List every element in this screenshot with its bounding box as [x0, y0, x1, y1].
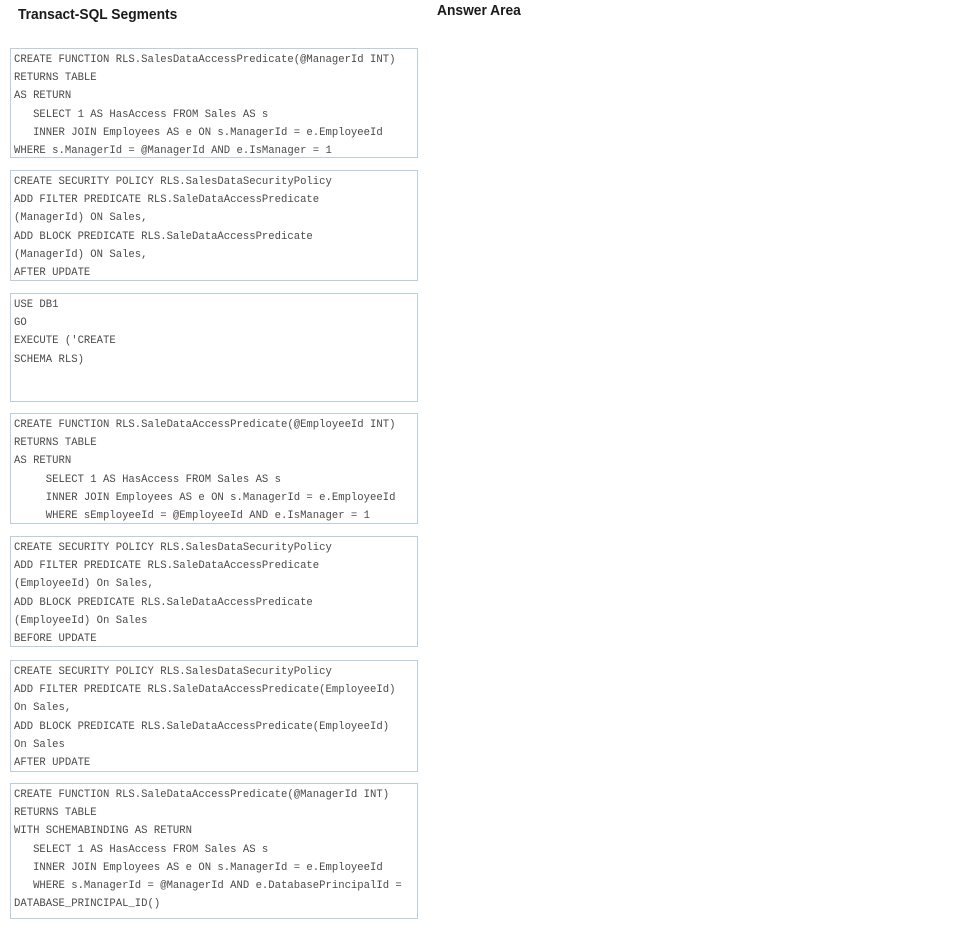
segment-create-function-salesdataaccesspredicate[interactable] [10, 48, 418, 158]
segment-code: CREATE SECURITY POLICY RLS.SalesDataSecurityPolicy ADD FILTER PREDICATE RLS.SaleDataAccessPredicate(EmployeeId) On Sales, ADD BLOCK PREDICATE RLS.SaleDataAccessPredicate(EmployeeId) On Sales AFTER UPDATE [14, 666, 396, 770]
segment-code: CREATE FUNCTION RLS.SaleDataAccessPredicate(@EmployeeId INT) RETURNS TABLE AS RETURN SELECT 1 AS HasAccess FROM Sales AS s INNER JOIN Employees AS e ON s.ManagerId = e.EmployeeId WHERE sEmployeeId = @EmployeeId AND e.IsManager = 1 [14, 419, 396, 523]
segments-heading: Transact-SQL Segments [18, 6, 178, 23]
segment-create-function-schemabinding[interactable] [10, 783, 418, 919]
answer-area-drop-zone[interactable] [430, 26, 970, 926]
segment-code: USE DB1 GO EXECUTE ('CREATE SCHEMA RLS) [14, 299, 116, 366]
segment-code: CREATE FUNCTION RLS.SaleDataAccessPredicate(@ManagerId INT) RETURNS TABLE WITH SCHEMABINDING AS RETURN SELECT 1 AS HasAccess FROM Sales AS s INNER JOIN Employees AS e ON s.ManagerId = e.EmployeeId WHERE s.ManagerId = @ManagerId AND e.DatabasePrincipalId = DATABASE_PRINCIPAL_ID() [14, 789, 402, 911]
segment-code: CREATE FUNCTION RLS.SalesDataAccessPredicate(@ManagerId INT) RETURNS TABLE AS RETURN SELECT 1 AS HasAccess FROM Sales AS s INNER JOIN Employees AS e ON s.ManagerId = e.EmployeeId WHERE s.ManagerId = @ManagerId AND e.IsManager = 1 [14, 54, 396, 158]
segment-code: CREATE SECURITY POLICY RLS.SalesDataSecurityPolicy ADD FILTER PREDICATE RLS.SaleDataAccessPredicate (ManagerId) ON Sales, ADD BLOCK PREDICATE RLS.SaleDataAccessPredicate (ManagerId) ON Sales, AFTER UPDATE [14, 176, 332, 280]
answer-area-heading: Answer Area [437, 2, 521, 19]
segment-security-policy-managerid-after-update[interactable] [10, 170, 418, 281]
segment-create-function-employeeid[interactable] [10, 413, 418, 524]
segment-use-db1-create-schema[interactable] [10, 293, 418, 402]
segment-security-policy-employeeid-after-update[interactable] [10, 660, 418, 772]
segment-code: CREATE SECURITY POLICY RLS.SalesDataSecurityPolicy ADD FILTER PREDICATE RLS.SaleDataAccessPredicate (EmployeeId) On Sales, ADD BLOCK PREDICATE RLS.SaleDataAccessPredicate (EmployeeId) On Sales BEFORE UPDATE [14, 542, 332, 646]
segment-security-policy-employeeid-before-update[interactable] [10, 536, 418, 647]
